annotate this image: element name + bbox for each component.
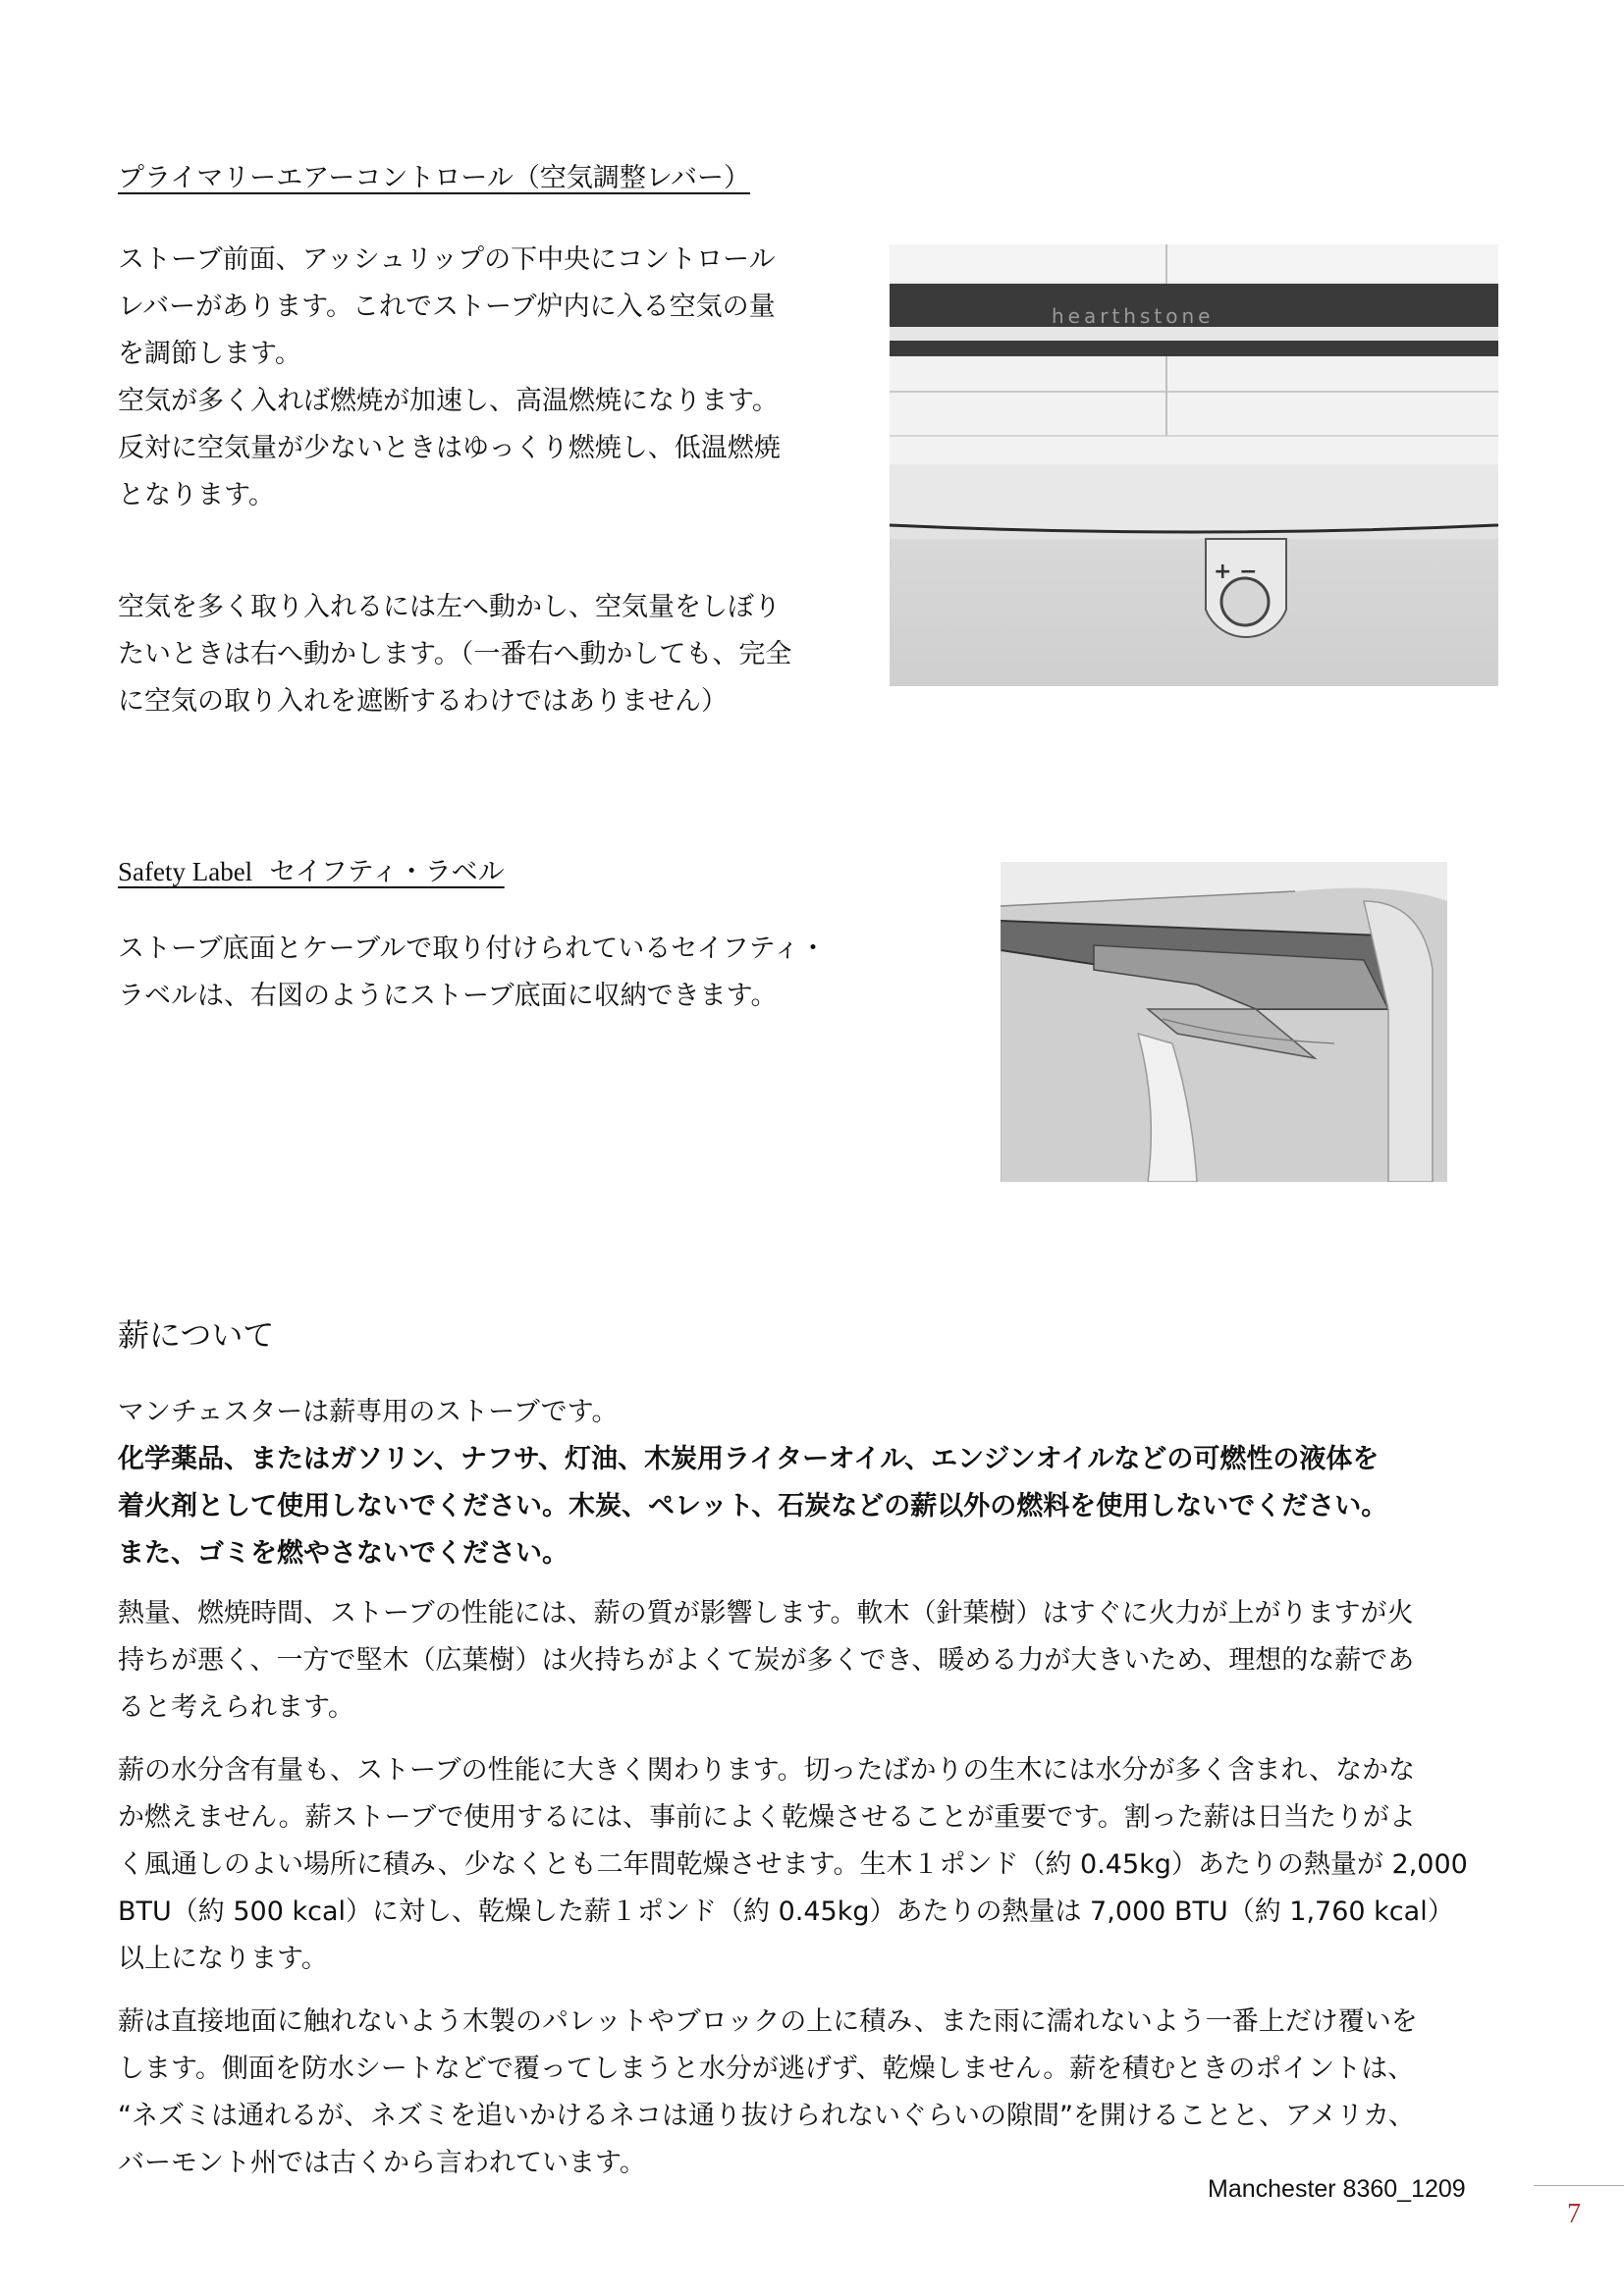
- heading-text: プライマリーエアーコントロール: [118, 163, 514, 193]
- text-line: バーモント州では古くから言われています。: [118, 2148, 646, 2178]
- text-line: 薪は直接地面に触れないよう木製のパレットやブロックの上に積み、また雨に濡れないよう一番上だけ覆いを: [118, 2006, 1418, 2037]
- firewood-paragraph-3: [118, 1999, 1418, 2187]
- warning-line: 着火剤として使用しないでください。木炭、ペレット、石炭などの薪以外の燃料を使用しないでください。: [118, 1491, 1388, 1522]
- firewood-intro: [118, 1389, 1387, 1577]
- heading-en: Safety Label: [118, 857, 253, 886]
- text-line: ストーブ前面、アッシュリップの下中央にコントロール: [118, 244, 776, 275]
- text-line: 空気が多く入れば燃焼が加速し、高温燃焼になります。: [118, 386, 779, 416]
- text-line: を調節します。: [118, 339, 301, 369]
- brand-text: hearthstone: [1052, 304, 1215, 328]
- text-line: 空気を多く取り入れるには左へ動かし、空気量をしぼり: [118, 592, 781, 622]
- air-control-paragraph-2: [118, 584, 791, 725]
- heading-jp: セイフティ・ラベル: [269, 857, 505, 887]
- text-line: “ネズミは通れるが、ネズミを追いかけるネコは通り抜けられないぐらいの隙間”を開けることと、アメリカ、: [118, 2101, 1416, 2131]
- text-line: 熱量、燃焼時間、ストーブの性能には、薪の質が影響します。軟木（針葉樹）はすぐに火力が上がりますが火: [118, 1598, 1414, 1629]
- section-heading-safety-label: [118, 852, 505, 892]
- lever-marks: + −: [1214, 560, 1258, 584]
- text-line: ラベルは、右図のようにストーブ底面に収納できます。: [118, 981, 778, 1011]
- text-line: 反対に空気量が少ないときはゆっくり燃焼し、低温燃焼: [118, 433, 781, 463]
- air-control-lever-image: [890, 244, 1498, 686]
- text-line: に空気の取り入れを遮断するわけではありません）: [118, 686, 728, 717]
- text-line: たいときは右へ動かします。（一番右へ動かしても、完全: [118, 639, 792, 669]
- page-number: 7: [1567, 2199, 1581, 2229]
- footer-doc-id: Manchester 8360_1209: [1208, 2175, 1466, 2203]
- warning-line: また、ゴミを燃やさないでください。: [118, 1538, 568, 1569]
- text-line: ると考えられます。: [118, 1692, 354, 1723]
- text-line: します。側面を防水シートなどで覆ってしまうと水分が逃げず、乾燥しません。薪を積むときのポイントは、: [118, 2054, 1415, 2084]
- text-line: BTU（約 500 kcal）に対し、乾燥した薪１ポンド（約 0.45kg）あたりの熱量は 7,000 BTU（約 1,760 kcal）: [118, 1896, 1454, 1927]
- text-line: 以上になります。: [118, 1944, 328, 1974]
- firewood-paragraph-1: [118, 1590, 1414, 1732]
- text-line: 薪の水分含有量も、ストーブの性能に大きく関わります。切ったばかりの生木には水分が多く含まれ、なかな: [118, 1755, 1416, 1786]
- text-line: となります。: [118, 480, 275, 510]
- safety-label-image: [1001, 862, 1447, 1182]
- text-line: レバーがあります。これでストーブ炉内に入る空気の量: [118, 292, 776, 322]
- section-heading-air-control: [118, 159, 750, 198]
- air-control-paragraph-1: [118, 237, 781, 519]
- intro-line: マンチェスターは薪専用のストーブです。: [118, 1397, 619, 1427]
- text-line: ストーブ底面とケーブルで取り付けられているセイフティ・: [118, 934, 827, 964]
- footer-divider: [1534, 2185, 1624, 2186]
- text-line: 持ちが悪く、一方で堅木（広葉樹）は火持ちがよくて炭が多くでき、暖める力が大きいため、理想的な薪であ: [118, 1645, 1415, 1676]
- firewood-paragraph-2: [118, 1747, 1468, 1983]
- warning-line: 化学薬品、またはガソリン、ナフサ、灯油、木炭用ライターオイル、エンジンオイルなどの可燃性の液体を: [118, 1444, 1380, 1474]
- text-line: か燃えません。薪ストーブで使用するには、事前によく乾燥させることが重要です。割った薪は日当たりがよ: [118, 1802, 1416, 1833]
- text-line: く風通しのよい場所に積み、少なくとも二年間乾燥させます。生木１ポンド（約 0.45kg）あたりの熱量が 2,000: [118, 1849, 1468, 1880]
- heading-paren: （空気調整レバー）: [513, 163, 750, 193]
- safety-label-paragraph: [118, 926, 826, 1020]
- firewood-section-title: 薪について: [118, 1316, 275, 1354]
